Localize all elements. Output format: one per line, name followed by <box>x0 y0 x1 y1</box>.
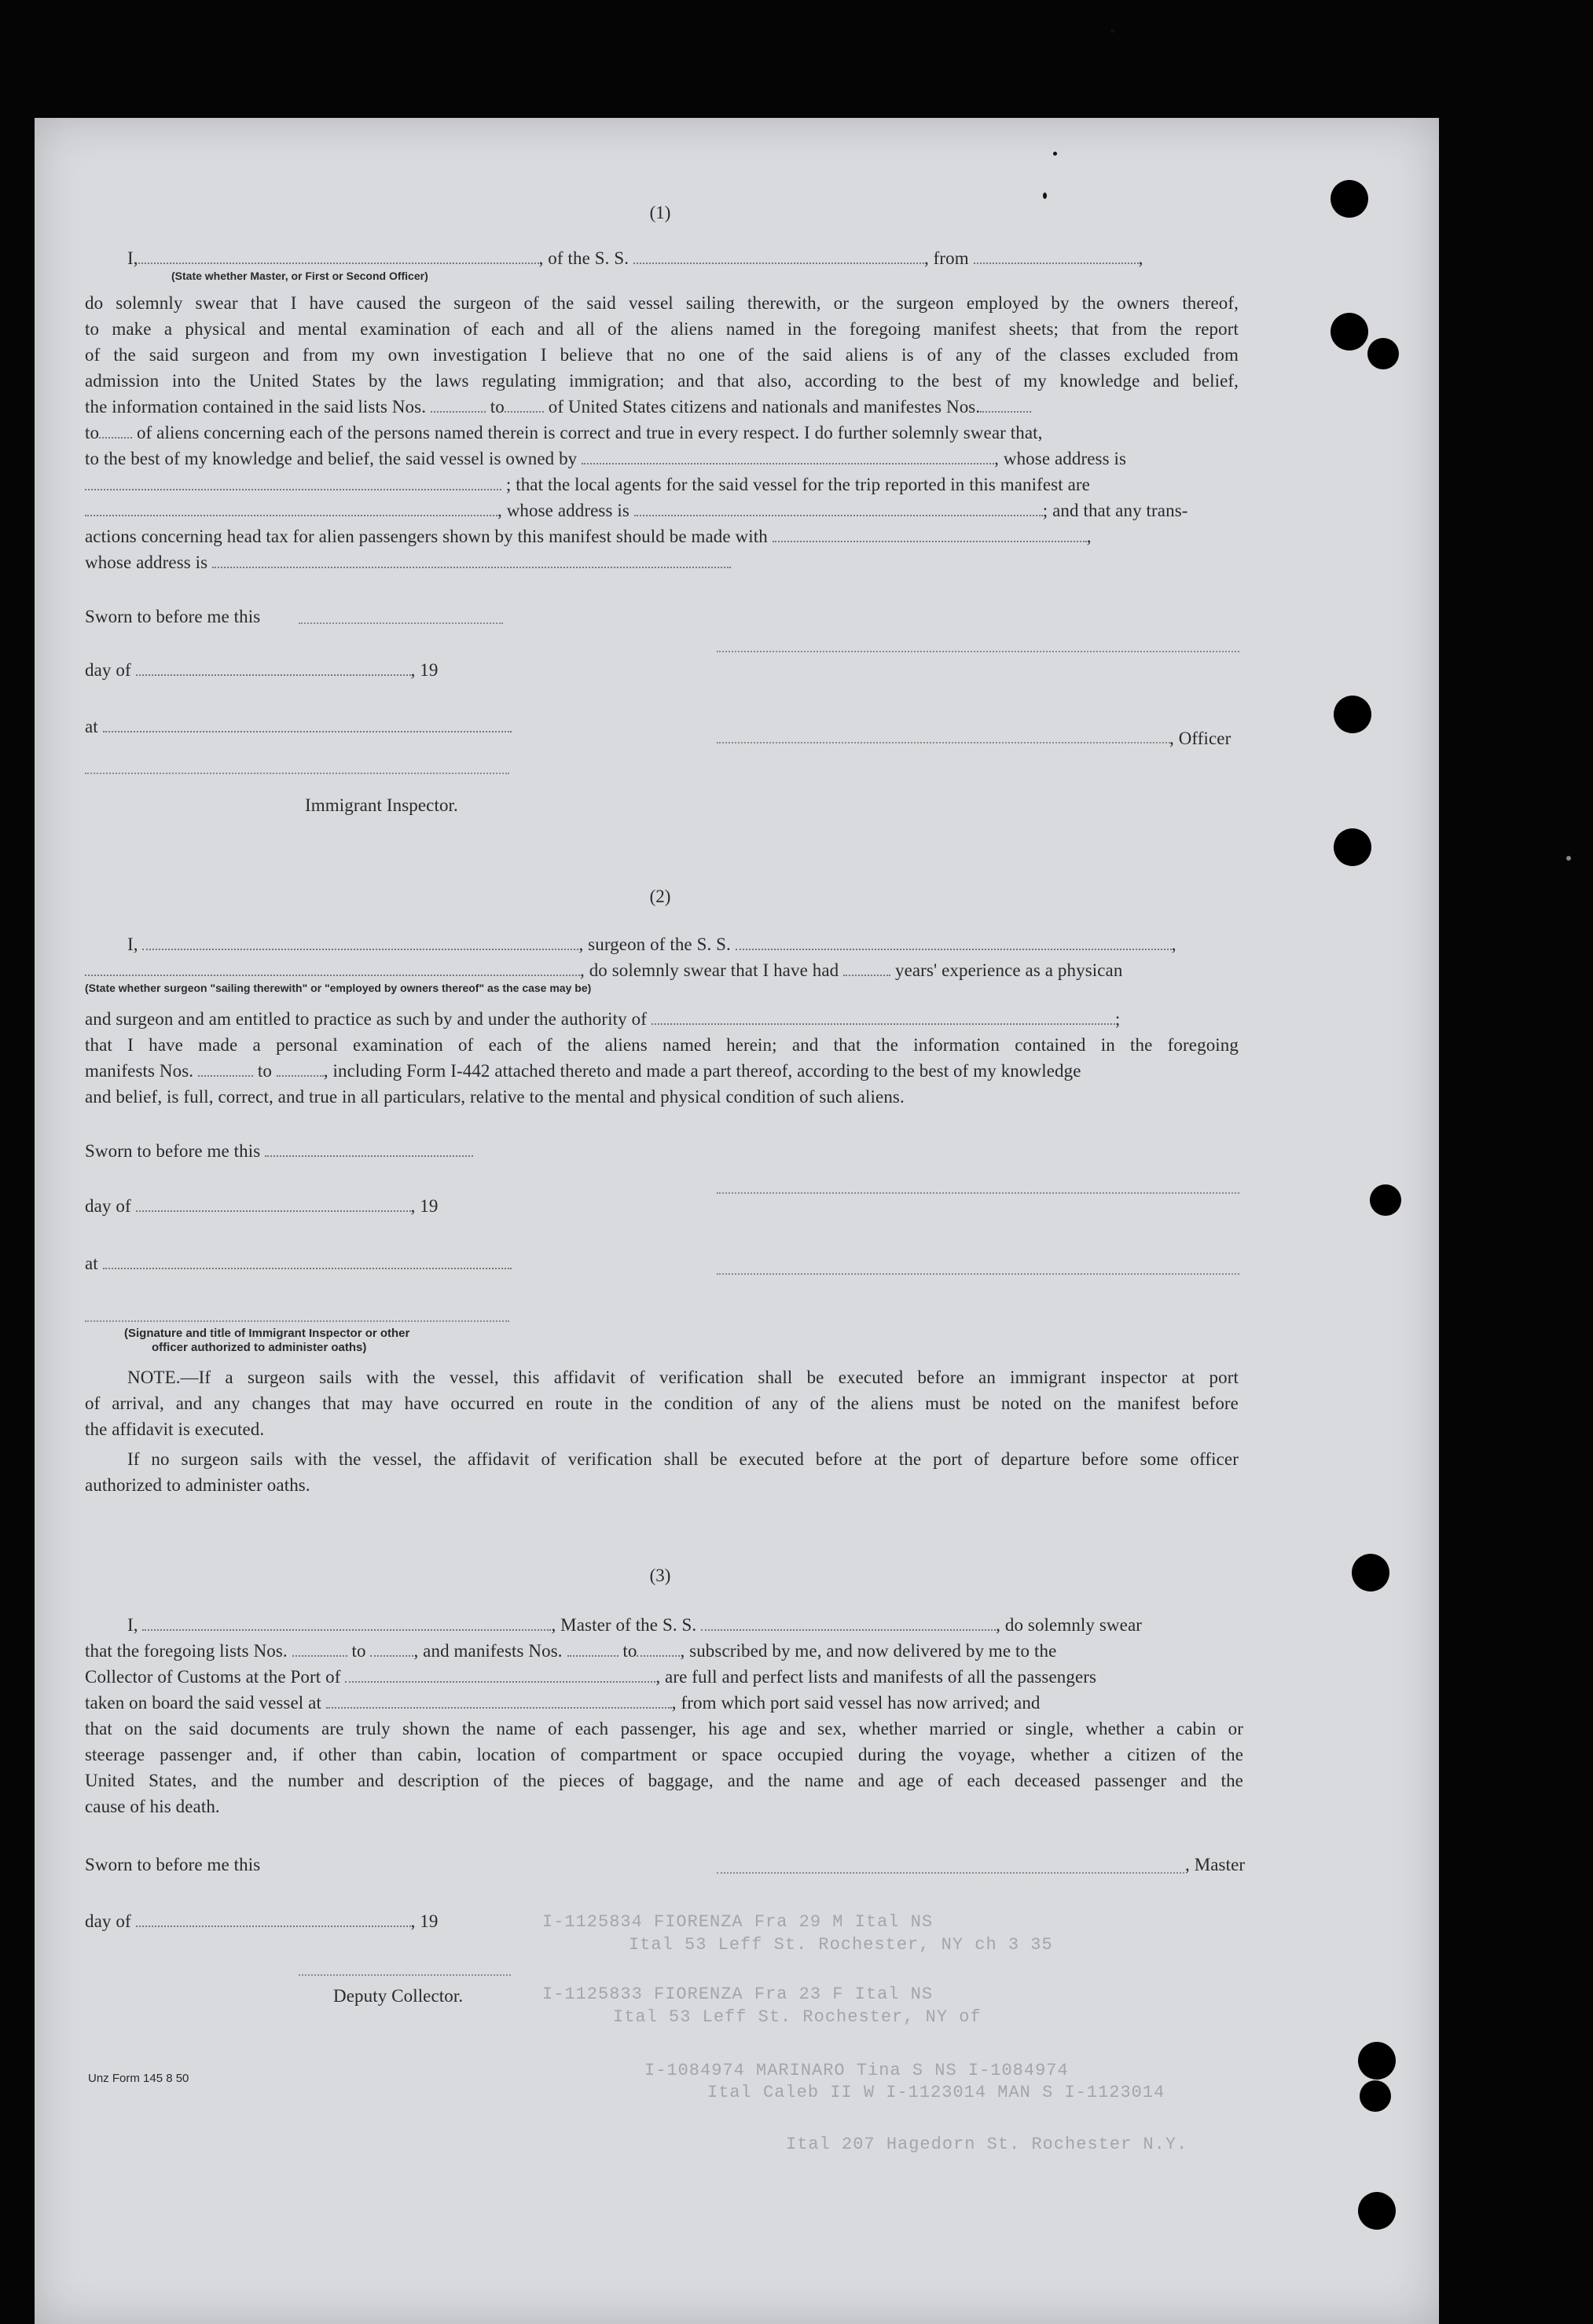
s1-day-field[interactable] <box>136 659 411 676</box>
s3-line8: cause of his death. <box>85 1797 220 1816</box>
s2-manifest-from[interactable] <box>198 1059 253 1077</box>
note-1: of arrival, and any changes that may have occurred en route in the condition of any of the aliens must be noted on the manifest before <box>85 1393 1239 1413</box>
s1-para: the information contained in the said lists Nos. to of United States citizens and nationals and manifestes Nos. <box>85 395 1239 419</box>
s1-at: at <box>85 715 512 739</box>
s2-line6: and belief, is full, correct, and true in all particulars, relative to the mental and physical condition of such aliens. <box>85 1087 905 1107</box>
bleed-through-text: I-1084974 MARINARO Tina S NS I-1084974 <box>644 2061 1069 2080</box>
list-from-field[interactable] <box>431 395 486 413</box>
s3-manifest-to[interactable] <box>637 1639 680 1657</box>
s1-para: ; that the local agents for the said vessel for the trip reported in this manifest are <box>85 473 1239 497</box>
s2-line4: that I have made a personal examination of each of the aliens named herein; and that the information contained in the foregoing <box>85 1035 1239 1055</box>
s1-inspector-label: Immigrant Inspector. <box>305 795 458 815</box>
s3-line1: I, , Master of the S. S. , do solemnly swear <box>127 1615 1143 1635</box>
s2-manifest-to[interactable] <box>277 1059 324 1077</box>
s2-sig-note-1: (Signature and title of Immigrant Inspector or other <box>124 1327 410 1340</box>
bleed-through-text: Ital 207 Hagedorn St. Rochester N.Y. <box>786 2135 1188 2154</box>
note-1: the affidavit is executed. <box>85 1419 265 1439</box>
section-2-number: (2) <box>649 887 671 906</box>
s1-para: to of aliens concerning each of the persons named therein is correct and true in every respect. I do further solemnly swear that, <box>85 423 1043 442</box>
s1-sworn-line[interactable] <box>299 622 503 624</box>
punch-hole <box>1334 828 1371 866</box>
owner-field[interactable] <box>582 447 994 464</box>
s3-day-field[interactable] <box>136 1910 411 1927</box>
s3-deputy-label: Deputy Collector. <box>333 1986 464 2006</box>
punch-hole <box>1331 313 1368 351</box>
s1-para: do solemnly swear that I have caused the surgeon of the said vessel sailing therewith, or the surgeon employed by the owners thereof, <box>85 293 1239 313</box>
s3-list-from[interactable] <box>292 1639 347 1657</box>
s3-line7: United States, and the number and description of the pieces of baggage, and the name and age of each deceased passenger and the <box>85 1771 1243 1790</box>
s3-line5: that on the said documents are truly shown the name of each passenger, his age and sex, whether married or single, whether a cabin or <box>85 1719 1243 1738</box>
s1-para: of the said surgeon and from my own investigation I believe that no one of the said aliens is of any of the classes excluded from <box>85 345 1239 365</box>
speck <box>1110 29 1114 33</box>
bleed-through-text: Ital Caleb II W I-1123014 MAN S I-1123014 <box>707 2083 1165 2102</box>
s1-para: to the best of my knowledge and belief, the said vessel is owned by , whose address is <box>85 449 1127 468</box>
from-port-field[interactable] <box>974 247 1139 264</box>
punch-hole <box>1360 2080 1391 2112</box>
bleed-through-text: I-1125834 FIORENZA Fra 29 M Ital NS <box>542 1912 934 1932</box>
s3-line2: that the foregoing lists Nos. to , and manifests Nos. to , subscribed by me, and now delivered by me to the <box>85 1641 1057 1661</box>
punch-hole <box>1358 2192 1396 2230</box>
head-tax-field[interactable] <box>773 525 1087 542</box>
s1-para: whose address is <box>85 551 1239 575</box>
s3-line3: Collector of Customs at the Port of , are full and perfect lists and manifests of all the passengers <box>85 1667 1097 1687</box>
punch-hole <box>1367 338 1399 369</box>
master-name-field[interactable] <box>142 1614 551 1631</box>
s2-officer-line[interactable] <box>717 1273 1239 1275</box>
s3-master-label: , Master <box>1185 1855 1246 1874</box>
s1-officer-note: (State whether Master, or First or Second Officer) <box>171 270 428 282</box>
s3-sworn: Sworn to before me this <box>85 1855 261 1874</box>
owner-address-field[interactable] <box>85 473 501 490</box>
s2-day-field[interactable] <box>136 1195 411 1212</box>
section-3-number: (3) <box>649 1566 671 1585</box>
s2-day-of: day of , 19 <box>85 1196 439 1216</box>
s3-list-to[interactable] <box>370 1639 413 1657</box>
s3-vessel-field[interactable] <box>701 1614 996 1631</box>
bleed-through-text: Ital 53 Leff St. Rochester, NY ch 3 35 <box>629 1935 1053 1955</box>
port-field[interactable] <box>345 1665 655 1683</box>
s2-line1: I, , surgeon of the S. S. , <box>127 934 1176 954</box>
s3-manifest-from[interactable] <box>567 1639 618 1657</box>
s1-day-of: day of , 19 <box>85 660 439 680</box>
punch-hole <box>1334 696 1371 733</box>
s2-line3: and surgeon and am entitled to practice as such by and under the authority of ; <box>85 1009 1121 1029</box>
s3-master-line[interactable] <box>717 1872 1184 1874</box>
manifest-to-field[interactable] <box>99 421 132 439</box>
s2-vessel-field[interactable] <box>736 933 1172 950</box>
s2-surgeon-note: (State whether surgeon "sailing therewith" or "employed by owners thereof" as the case may be) <box>85 982 592 994</box>
s1-sworn: Sworn to before me this <box>85 607 261 626</box>
s2-line2: , do solemnly swear that I have had years' experience as a physican <box>85 959 1239 982</box>
s3-deputy-line[interactable] <box>299 1974 511 1976</box>
bleed-through-text: Ital 53 Leff St. Rochester, NY of <box>613 2007 982 2027</box>
speck <box>1043 193 1047 199</box>
manifest-from-field[interactable] <box>980 395 1031 413</box>
s1-inspector-line[interactable] <box>85 773 509 774</box>
s2-sworn: Sworn to before me this <box>85 1140 473 1163</box>
s3-line6: steerage passenger and, if other than cabin, location of compartment or space occupied during the voyage, whether a citizen of the <box>85 1745 1243 1764</box>
agents-field[interactable] <box>85 499 497 516</box>
vessel-name-field[interactable] <box>633 247 924 264</box>
note-1: NOTE.—If a surgeon sails with the vessel, this affidavit of verification shall be executed before an immigrant inspector at port <box>127 1368 1239 1387</box>
authority-field[interactable] <box>652 1008 1115 1025</box>
years-field[interactable] <box>843 959 890 976</box>
list-to-field[interactable] <box>505 395 544 413</box>
note-2: authorized to administer oaths. <box>85 1475 310 1495</box>
surgeon-name-field[interactable] <box>142 933 578 950</box>
speck <box>1566 856 1571 861</box>
s1-para: to make a physical and mental examination of each and all of the aliens named in the foregoing manifest sheets; that from the report <box>85 319 1239 339</box>
head-tax-address-field[interactable] <box>212 551 731 568</box>
s2-signature-line[interactable] <box>717 1192 1239 1194</box>
officer-name-field[interactable] <box>138 247 539 264</box>
s2-sig-note-2: officer authorized to administer oaths) <box>152 1341 367 1354</box>
s2-sworn-field[interactable] <box>265 1140 473 1157</box>
s2-inspector-line[interactable] <box>85 1320 509 1322</box>
s1-para: admission into the United States by the laws regulating immigration; and that also, according to the best of my knowledge and belief, <box>85 371 1239 391</box>
s3-line4: taken on board the said vessel at , from which port said vessel has now arrived; and <box>85 1693 1041 1713</box>
punch-hole <box>1352 1554 1389 1592</box>
s3-day-of: day of , 19 <box>85 1911 439 1931</box>
punch-hole <box>1331 180 1368 218</box>
s2-at-field[interactable] <box>103 1252 512 1269</box>
s1-para: actions concerning head tax for alien passengers shown by this manifest should be made with , <box>85 527 1092 546</box>
speck <box>1053 152 1057 156</box>
form-number: Unz Form 145 8 50 <box>88 2072 189 2085</box>
s1-signature-line[interactable] <box>717 651 1239 652</box>
s1-officer-line[interactable] <box>717 742 1173 743</box>
s1-at-field[interactable] <box>103 715 512 732</box>
agents-address-field[interactable] <box>634 499 1043 516</box>
s1-para: , whose address is ; and that any trans- <box>85 499 1239 523</box>
s2-at: at <box>85 1252 512 1276</box>
s1-line1: I, , of the S. S. , from , <box>127 248 1143 268</box>
s1-officer-label: , Officer <box>1169 729 1231 748</box>
departure-port-field[interactable] <box>326 1691 672 1709</box>
section-1-number: (1) <box>649 203 671 222</box>
s2-line5: manifests Nos. to , including Form I-442 attached thereto and made a part thereof, according to the best of my knowledge <box>85 1061 1081 1081</box>
punch-hole <box>1370 1184 1401 1216</box>
punch-hole <box>1358 2042 1396 2080</box>
note-2: If no surgeon sails with the vessel, the affidavit of verification shall be executed before at the port of departure before some officer <box>127 1449 1239 1469</box>
bleed-through-text: I-1125833 FIORENZA Fra 23 F Ital NS <box>542 1984 934 2004</box>
surgeon-type-field[interactable] <box>85 959 580 976</box>
